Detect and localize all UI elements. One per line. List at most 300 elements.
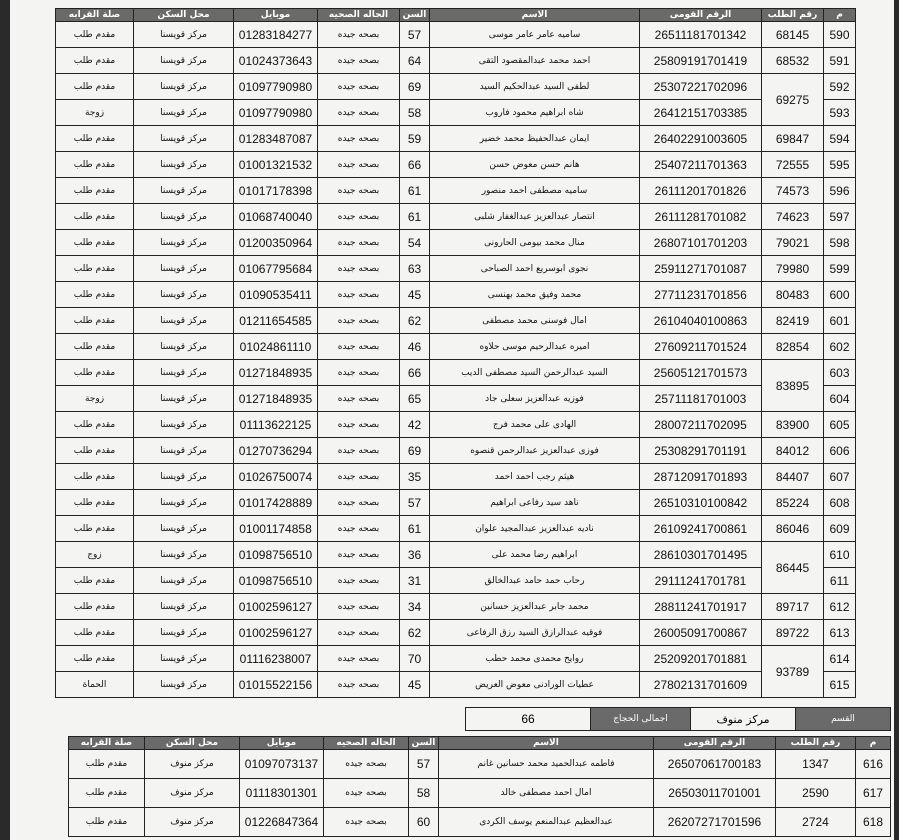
cell-row-number: 612	[824, 594, 856, 620]
cell-row-number: 617	[856, 779, 891, 808]
cell-relation: مقدم طلب	[56, 230, 134, 256]
cell-row-number: 607	[824, 464, 856, 490]
cell-name: ناهد سيد رفاعى ابراهيم	[430, 490, 640, 516]
cell-row-number: 604	[824, 386, 856, 412]
cell-name: هيثم رجب احمد احمد	[430, 464, 640, 490]
table-row	[56, 152, 856, 178]
table-row	[56, 308, 856, 334]
cell-relation: مقدم طلب	[56, 620, 134, 646]
header-m: م	[856, 737, 891, 750]
cell-national-id: 26412151703385	[640, 100, 762, 126]
section-value: مركز منوف	[691, 708, 796, 731]
cell-row-number: 593	[824, 100, 856, 126]
cell-relation: مقدم طلب	[56, 204, 134, 230]
cell-request-number: 85224	[762, 490, 824, 516]
cell-request-number: 93789	[762, 646, 824, 698]
cell-health-status: بصحه جيده	[318, 230, 400, 256]
header-age: السن	[400, 9, 430, 22]
cell-name: نجوى ابوسريع احمد الصباحى	[430, 256, 640, 282]
cell-name: ناديه عبدالعزيز عبدالمجيد علوان	[430, 516, 640, 542]
header-residence: محل السكن	[134, 9, 234, 22]
cell-row-number: 606	[824, 438, 856, 464]
cell-row-number: 594	[824, 126, 856, 152]
cell-mobile: 01283184277	[234, 22, 318, 48]
table-row	[56, 282, 856, 308]
cell-relation: مقدم طلب	[56, 360, 134, 386]
cell-row-number: 602	[824, 334, 856, 360]
table-row	[56, 100, 856, 126]
cell-residence: مركز قويسنا	[134, 620, 234, 646]
cell-name: فوزيه عبدالعزيز سعلى جاد	[430, 386, 640, 412]
cell-age: 34	[400, 594, 430, 620]
cell-row-number: 591	[824, 48, 856, 74]
cell-mobile: 01097790980	[234, 100, 318, 126]
cell-health-status: بصحه جيده	[318, 282, 400, 308]
cell-age: 42	[400, 412, 430, 438]
cell-health-status: بصحه جيده	[318, 672, 400, 698]
cell-mobile: 01098756510	[234, 542, 318, 568]
cell-name: انتصار عبدالعزيز عبدالغفار شلبى	[430, 204, 640, 230]
table-row	[56, 464, 856, 490]
cell-age: 66	[400, 152, 430, 178]
table-row	[56, 490, 856, 516]
cell-mobile: 01017178398	[234, 178, 318, 204]
cell-mobile: 01098756510	[234, 568, 318, 594]
cell-name: محمد جابر عبدالعزيز حسانين	[430, 594, 640, 620]
header-mobile: موبايل	[234, 9, 318, 22]
cell-age: 69	[400, 74, 430, 100]
cell-mobile: 01283487087	[234, 126, 318, 152]
cell-name: ابراهيم رضا محمد على	[430, 542, 640, 568]
cell-request-number: 83895	[762, 360, 824, 412]
cell-request-number: 84012	[762, 438, 824, 464]
cell-age: 35	[400, 464, 430, 490]
cell-national-id: 26807101701203	[640, 230, 762, 256]
cell-mobile: 01024373643	[234, 48, 318, 74]
header-residence: محل السكن	[145, 737, 240, 750]
cell-relation: مقدم طلب	[56, 516, 134, 542]
cell-health-status: بصحه جيده	[318, 594, 400, 620]
cell-age: 66	[400, 360, 430, 386]
cell-relation: الحماة	[56, 672, 134, 698]
cell-relation: مقدم طلب	[56, 490, 134, 516]
cell-row-number: 608	[824, 490, 856, 516]
cell-residence: مركز قويسنا	[134, 48, 234, 74]
cell-row-number: 597	[824, 204, 856, 230]
cell-national-id: 25407211701363	[640, 152, 762, 178]
table-row	[56, 542, 856, 568]
summary-bar	[465, 707, 891, 731]
cell-request-number: 74573	[762, 178, 824, 204]
cell-national-id: 25605121701573	[640, 360, 762, 386]
cell-name: هانم حسن معوض حسن	[430, 152, 640, 178]
cell-national-id: 28712091701893	[640, 464, 762, 490]
cell-health-status: بصحه جيده	[318, 48, 400, 74]
cell-request-number: 69847	[762, 126, 824, 152]
cell-residence: مركز منوف	[145, 779, 240, 808]
cell-age: 60	[409, 808, 439, 837]
cell-national-id: 27609211701524	[640, 334, 762, 360]
cell-age: 65	[400, 386, 430, 412]
cell-row-number: 613	[824, 620, 856, 646]
table-row	[56, 568, 856, 594]
table-header-row	[69, 737, 891, 750]
cell-relation: زوجة	[56, 100, 134, 126]
cell-national-id: 27711231701856	[640, 282, 762, 308]
table-row	[56, 646, 856, 672]
cell-residence: مركز قويسنا	[134, 308, 234, 334]
cell-age: 69	[400, 438, 430, 464]
cell-national-id: 26005091700867	[640, 620, 762, 646]
cell-mobile: 01200350964	[234, 230, 318, 256]
cell-mobile: 01271848935	[234, 386, 318, 412]
cell-request-number: 79980	[762, 256, 824, 282]
cell-age: 31	[400, 568, 430, 594]
cell-national-id: 26207271701596	[654, 808, 776, 837]
cell-name: لطفى السيد عبدالحكيم السيد	[430, 74, 640, 100]
header-name: الاسم	[439, 737, 654, 750]
cell-row-number: 601	[824, 308, 856, 334]
cell-relation: مقدم طلب	[56, 256, 134, 282]
table-header-row	[56, 9, 856, 22]
header-age: السن	[409, 737, 439, 750]
cell-request-number: 79021	[762, 230, 824, 256]
cell-health-status: بصحه جيده	[318, 438, 400, 464]
cell-request-number: 82419	[762, 308, 824, 334]
cell-mobile: 01024861110	[234, 334, 318, 360]
cell-row-number: 595	[824, 152, 856, 178]
table-row	[56, 594, 856, 620]
cell-relation: مقدم طلب	[56, 48, 134, 74]
cell-row-number: 599	[824, 256, 856, 282]
cell-row-number: 618	[856, 808, 891, 837]
cell-row-number: 603	[824, 360, 856, 386]
cell-age: 62	[400, 620, 430, 646]
cell-age: 57	[400, 22, 430, 48]
cell-request-number: 68532	[762, 48, 824, 74]
cell-national-id: 26510310100842	[640, 490, 762, 516]
cell-national-id: 26104040100863	[640, 308, 762, 334]
cell-name: امال احمد مصطفى خالد	[439, 779, 654, 808]
total-pilgrims-value: 66	[466, 708, 591, 731]
table-row	[56, 438, 856, 464]
cell-health-status: بصحه جيده	[318, 178, 400, 204]
cell-residence: مركز قويسنا	[134, 282, 234, 308]
header-relation: صلة القرابه	[69, 737, 145, 750]
cell-name: فوقيه عبدالرازق السيد رزق الرفاعى	[430, 620, 640, 646]
cell-residence: مركز قويسنا	[134, 646, 234, 672]
cell-health-status: بصحه جيده	[318, 490, 400, 516]
cell-age: 70	[400, 646, 430, 672]
cell-relation: مقدم طلب	[56, 334, 134, 360]
cell-relation: مقدم طلب	[56, 568, 134, 594]
cell-national-id: 27802131701609	[640, 672, 762, 698]
cell-mobile: 01001174858	[234, 516, 318, 542]
cell-relation: مقدم طلب	[56, 178, 134, 204]
cell-request-number: 80483	[762, 282, 824, 308]
cell-name: ساميه مصطفى احمد منصور	[430, 178, 640, 204]
cell-health-status: بصحه جيده	[318, 334, 400, 360]
cell-national-id: 28811241701917	[640, 594, 762, 620]
cell-age: 63	[400, 256, 430, 282]
cell-name: احمد محمد عبدالمقصود التقى	[430, 48, 640, 74]
cell-age: 57	[409, 750, 439, 779]
cell-national-id: 26109241700861	[640, 516, 762, 542]
cell-relation: زوج	[56, 542, 134, 568]
cell-residence: مركز قويسنا	[134, 542, 234, 568]
cell-mobile: 01002596127	[234, 594, 318, 620]
cell-health-status: بصحه جيده	[318, 568, 400, 594]
cell-row-number: 616	[856, 750, 891, 779]
cell-national-id: 26507061700183	[654, 750, 776, 779]
cell-health-status: بصحه جيده	[318, 360, 400, 386]
header-name: الاسم	[430, 9, 640, 22]
cell-row-number: 611	[824, 568, 856, 594]
cell-mobile: 01270736294	[234, 438, 318, 464]
cell-national-id: 28007211702095	[640, 412, 762, 438]
cell-residence: مركز قويسنا	[134, 412, 234, 438]
cell-residence: مركز قويسنا	[134, 204, 234, 230]
cell-mobile: 01017428889	[234, 490, 318, 516]
cell-mobile: 01226847364	[240, 808, 324, 837]
cell-residence: مركز منوف	[145, 750, 240, 779]
cell-mobile: 01090535411	[234, 282, 318, 308]
table-row	[56, 412, 856, 438]
cell-relation: مقدم طلب	[56, 282, 134, 308]
table-row	[56, 230, 856, 256]
cell-name: الهادى على محمد فرج	[430, 412, 640, 438]
cell-request-number: 83900	[762, 412, 824, 438]
table-row	[56, 22, 856, 48]
cell-health-status: بصحه جيده	[324, 750, 409, 779]
cell-row-number: 598	[824, 230, 856, 256]
cell-residence: مركز قويسنا	[134, 152, 234, 178]
table-row	[56, 360, 856, 386]
cell-national-id: 25809191701419	[640, 48, 762, 74]
cell-mobile: 01116238007	[234, 646, 318, 672]
cell-request-number: 72555	[762, 152, 824, 178]
cell-age: 59	[400, 126, 430, 152]
cell-name: شاه ابراهيم محمود فاروب	[430, 100, 640, 126]
cell-mobile: 01271848935	[234, 360, 318, 386]
cell-health-status: بصحه جيده	[318, 126, 400, 152]
table-row	[69, 808, 891, 837]
cell-relation: مقدم طلب	[69, 808, 145, 837]
cell-health-status: بصحه جيده	[318, 464, 400, 490]
cell-relation: مقدم طلب	[56, 74, 134, 100]
cell-health-status: بصحه جيده	[318, 620, 400, 646]
table-row	[56, 204, 856, 230]
cell-name: عطيات الورادنى معوض العريض	[430, 672, 640, 698]
cell-health-status: بصحه جيده	[318, 74, 400, 100]
cell-name: رحاب حمد حامد عبدالخالق	[430, 568, 640, 594]
cell-residence: مركز قويسنا	[134, 464, 234, 490]
cell-national-id: 25911271701087	[640, 256, 762, 282]
cell-national-id: 28610301701495	[640, 542, 762, 568]
cell-request-number: 86445	[762, 542, 824, 594]
table-row	[69, 750, 891, 779]
cell-age: 61	[400, 178, 430, 204]
table-row	[56, 178, 856, 204]
cell-residence: مركز قويسنا	[134, 100, 234, 126]
cell-request-number: 2590	[776, 779, 856, 808]
cell-residence: مركز منوف	[145, 808, 240, 837]
header-mobile: موبايل	[240, 737, 324, 750]
cell-mobile: 01002596127	[234, 620, 318, 646]
header-request-number: رقم الطلب	[776, 737, 856, 750]
cell-relation: مقدم طلب	[69, 779, 145, 808]
pilgrims-table-quwaysna	[55, 8, 856, 698]
pilgrims-table-menouf	[68, 736, 891, 837]
cell-residence: مركز قويسنا	[134, 360, 234, 386]
section-label: القسم	[796, 708, 891, 731]
cell-mobile: 01097790980	[234, 74, 318, 100]
cell-age: 58	[409, 779, 439, 808]
cell-national-id: 26402291003605	[640, 126, 762, 152]
cell-health-status: بصحه جيده	[318, 542, 400, 568]
cell-row-number: 592	[824, 74, 856, 100]
cell-name: ايمان عبدالحفيظ محمد خضير	[430, 126, 640, 152]
cell-national-id: 26111201701826	[640, 178, 762, 204]
table-row	[56, 74, 856, 100]
cell-residence: مركز قويسنا	[134, 516, 234, 542]
cell-name: روايح محمدى محمد حطب	[430, 646, 640, 672]
cell-request-number: 89717	[762, 594, 824, 620]
header-national-id: الرقم القومى	[654, 737, 776, 750]
cell-name: السيد عبدالرحمن السيد مصطفى الديب	[430, 360, 640, 386]
cell-residence: مركز قويسنا	[134, 256, 234, 282]
cell-name: منال محمد بيومى الحارونى	[430, 230, 640, 256]
cell-health-status: بصحه جيده	[324, 779, 409, 808]
cell-row-number: 596	[824, 178, 856, 204]
cell-row-number: 609	[824, 516, 856, 542]
cell-residence: مركز قويسنا	[134, 594, 234, 620]
cell-age: 64	[400, 48, 430, 74]
cell-residence: مركز قويسنا	[134, 386, 234, 412]
cell-row-number: 614	[824, 646, 856, 672]
cell-residence: مركز قويسنا	[134, 230, 234, 256]
cell-request-number: 86046	[762, 516, 824, 542]
header-health: الحاله الصحيه	[324, 737, 409, 750]
cell-age: 62	[400, 308, 430, 334]
cell-health-status: بصحه جيده	[318, 152, 400, 178]
cell-age: 45	[400, 282, 430, 308]
cell-name: فاطمه عبدالحميد محمد حسانين غانم	[439, 750, 654, 779]
cell-health-status: بصحه جيده	[318, 100, 400, 126]
cell-name: عبدالعظيم عبدالمنعم يوسف الكردى	[439, 808, 654, 837]
cell-national-id: 25711181701003	[640, 386, 762, 412]
table-row	[56, 334, 856, 360]
cell-relation: مقدم طلب	[56, 464, 134, 490]
cell-row-number: 615	[824, 672, 856, 698]
header-relation: صلة القرابه	[56, 9, 134, 22]
cell-relation: مقدم طلب	[56, 308, 134, 334]
table-row	[56, 256, 856, 282]
cell-name: اميره عبدالرحيم موسى حلاوه	[430, 334, 640, 360]
cell-national-id: 26511181701342	[640, 22, 762, 48]
cell-health-status: بصحه جيده	[318, 308, 400, 334]
cell-residence: مركز قويسنا	[134, 74, 234, 100]
cell-age: 46	[400, 334, 430, 360]
cell-mobile: 01067795684	[234, 256, 318, 282]
cell-mobile: 01211654585	[234, 308, 318, 334]
cell-relation: مقدم طلب	[56, 152, 134, 178]
cell-name: ساميه عامر عامر موسى	[430, 22, 640, 48]
cell-health-status: بصحه جيده	[318, 204, 400, 230]
cell-age: 58	[400, 100, 430, 126]
cell-request-number: 74623	[762, 204, 824, 230]
cell-residence: مركز قويسنا	[134, 438, 234, 464]
cell-name: محمد وفيق محمد بهنسى	[430, 282, 640, 308]
header-request-number: رقم الطلب	[762, 9, 824, 22]
cell-residence: مركز قويسنا	[134, 22, 234, 48]
cell-national-id: 25308291701191	[640, 438, 762, 464]
cell-residence: مركز قويسنا	[134, 334, 234, 360]
cell-residence: مركز قويسنا	[134, 490, 234, 516]
cell-national-id: 26111281701082	[640, 204, 762, 230]
table-row	[56, 48, 856, 74]
cell-request-number: 69275	[762, 74, 824, 126]
cell-health-status: بصحه جيده	[324, 808, 409, 837]
table-row	[56, 386, 856, 412]
cell-residence: مركز قويسنا	[134, 126, 234, 152]
cell-health-status: بصحه جيده	[318, 22, 400, 48]
cell-request-number: 89722	[762, 620, 824, 646]
header-national-id: الرقم القومى	[640, 9, 762, 22]
cell-name: فوزى عبدالعزيز عبدالرحمن قنصوه	[430, 438, 640, 464]
cell-row-number: 610	[824, 542, 856, 568]
cell-age: 57	[400, 490, 430, 516]
cell-mobile: 01015522156	[234, 672, 318, 698]
total-pilgrims-label: اجمالى الحجاج	[591, 708, 691, 731]
cell-relation: مقدم طلب	[56, 412, 134, 438]
cell-age: 61	[400, 204, 430, 230]
cell-request-number: 68145	[762, 22, 824, 48]
cell-request-number: 82854	[762, 334, 824, 360]
cell-health-status: بصحه جيده	[318, 386, 400, 412]
document-page	[10, 0, 894, 840]
cell-age: 54	[400, 230, 430, 256]
cell-residence: مركز قويسنا	[134, 178, 234, 204]
cell-relation: مقدم طلب	[56, 438, 134, 464]
cell-health-status: بصحه جيده	[318, 646, 400, 672]
cell-mobile: 01113622125	[234, 412, 318, 438]
cell-health-status: بصحه جيده	[318, 412, 400, 438]
cell-request-number: 1347	[776, 750, 856, 779]
cell-health-status: بصحه جيده	[318, 256, 400, 282]
cell-age: 45	[400, 672, 430, 698]
table-row	[56, 516, 856, 542]
header-health: الحاله الصحيه	[318, 9, 400, 22]
table-row	[56, 126, 856, 152]
cell-national-id: 25209201701881	[640, 646, 762, 672]
cell-row-number: 600	[824, 282, 856, 308]
cell-relation: مقدم طلب	[56, 22, 134, 48]
cell-relation: مقدم طلب	[56, 646, 134, 672]
cell-name: امال فوسنى محمد مصطفى	[430, 308, 640, 334]
cell-row-number: 590	[824, 22, 856, 48]
cell-national-id: 25307221702096	[640, 74, 762, 100]
cell-mobile: 01001321532	[234, 152, 318, 178]
cell-age: 61	[400, 516, 430, 542]
cell-mobile: 01026750074	[234, 464, 318, 490]
cell-mobile: 01097073137	[240, 750, 324, 779]
cell-row-number: 605	[824, 412, 856, 438]
cell-age: 36	[400, 542, 430, 568]
cell-request-number: 84407	[762, 464, 824, 490]
cell-relation: مقدم طلب	[56, 594, 134, 620]
cell-national-id: 29111241701781	[640, 568, 762, 594]
